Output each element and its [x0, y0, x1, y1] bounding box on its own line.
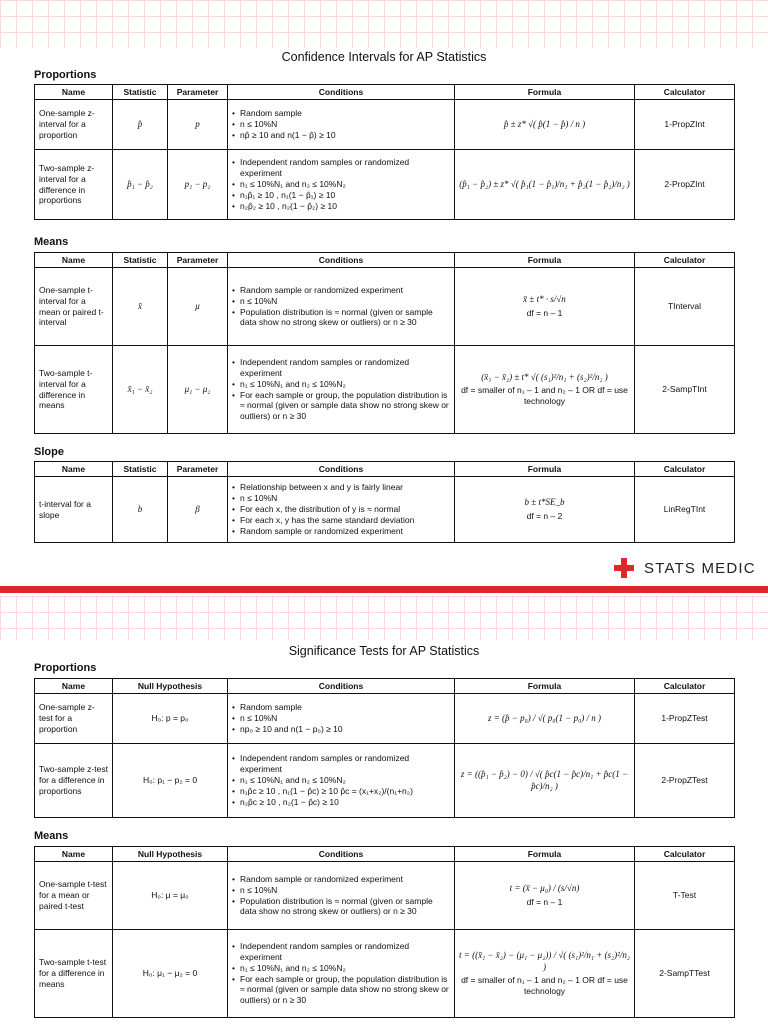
row-formula: [455, 268, 635, 346]
ci-title: Confidence Intervals for AP Statistics: [281, 50, 487, 64]
condition-item: • For each x, the distribution of y is ≈ normal: [232, 504, 450, 515]
table-header-row: [35, 679, 735, 694]
row-calculator: 2-PropZInt: [635, 150, 735, 220]
ci-slope-table: [34, 461, 735, 543]
table-row: [35, 346, 735, 434]
condition-item: • n₁ ≤ 10%N₁ and n₂ ≤ 10%N₂: [232, 379, 450, 390]
header-calculator: Calculator: [635, 847, 735, 862]
row-conditions: [228, 862, 455, 930]
row-formula: [455, 694, 635, 744]
row-formula: [455, 744, 635, 818]
condition-item: • Independent random samples or randomized experiment: [232, 157, 450, 179]
table-row: [35, 150, 735, 220]
ci-proportions-label: Proportions: [34, 69, 97, 81]
header-null-hypothesis: Null Hypothesis: [113, 847, 228, 862]
header-formula: Formula: [455, 253, 635, 268]
row-calculator: TInterval: [635, 268, 735, 346]
condition-item: • n ≤ 10%N: [232, 885, 450, 896]
table-header-row: [35, 253, 735, 268]
header-name: Name: [35, 462, 113, 477]
row-formula: [455, 930, 635, 1018]
formula-text: z = (p̂ − p₀) / √( p₀(1 − p₀) / n ): [487, 712, 602, 723]
row-conditions: [228, 477, 455, 543]
header-formula: Formula: [455, 679, 635, 694]
header-calculator: Calculator: [635, 462, 735, 477]
row-formula: [455, 477, 635, 543]
condition-item: • Random sample or randomized experiment: [232, 285, 450, 296]
formula-text: (p̂₁ − p̂₂) ± z* √( p̂₁(1 − p̂₁)/n₁ + p̂₂(1 − p̂₂)/n₂ ): [459, 178, 630, 189]
condition-item: • Relationship between x and y is fairly linear: [232, 482, 450, 493]
table-row: [35, 744, 735, 818]
table-row: [35, 100, 735, 150]
row-calculator: 2-SampTInt: [635, 346, 735, 434]
condition-item: • For each sample or group, the population distribution is ≈ normal (given or sample data show no strong skew or outliers) or n ≥ 30: [232, 390, 450, 423]
row-formula: [455, 346, 635, 434]
table-header-row: [35, 462, 735, 477]
formula-text: (x̄₁ − x̄₂) ± t* √( (s₁)²/n₁ + (s₂)²/n₂ ): [481, 371, 608, 382]
row-formula: [455, 150, 635, 220]
header-calculator: Calculator: [635, 85, 735, 100]
header-calculator: Calculator: [635, 679, 735, 694]
row-name: One-sample z-interval for a proportion: [35, 100, 113, 150]
condition-item: • n₁p̂₁ ≥ 10 , n₁(1 − p̂₁) ≥ 10: [232, 190, 450, 201]
condition-item: • n ≤ 10%N: [232, 296, 450, 307]
header-formula: Formula: [455, 462, 635, 477]
df-text: df = smaller of n₁ – 1 and n₂ – 1 OR df = use technology: [461, 975, 628, 997]
row-calculator: LinRegTInt: [635, 477, 735, 543]
condition-item: • Independent random samples or randomized experiment: [232, 941, 450, 963]
row-formula: [455, 862, 635, 930]
row-name: One-sample t-interval for a mean or paired t-interval: [35, 268, 113, 346]
ci-means-table: [34, 252, 735, 434]
header-formula: Formula: [455, 85, 635, 100]
table-header-row: [35, 847, 735, 862]
grid-background-top: [0, 0, 768, 48]
st-means-label: Means: [34, 830, 69, 842]
row-name: One-sample t-test for a mean or paired t-test: [35, 862, 113, 930]
row-statistic: x̄₁ − x̄₂: [113, 346, 168, 434]
row-conditions: [228, 100, 455, 150]
row-calculator: T-Test: [635, 862, 735, 930]
condition-item: • n₂p̂c ≥ 10 , n₂(1 − p̂c) ≥ 10: [232, 797, 450, 808]
header-parameter: Parameter: [168, 253, 228, 268]
row-statistic: p̂: [113, 100, 168, 150]
condition-item: • n₁ ≤ 10%N₁ and n₂ ≤ 10%N₂: [232, 179, 450, 190]
condition-item: • Random sample: [232, 108, 450, 119]
header-conditions: Conditions: [228, 462, 455, 477]
row-conditions: [228, 268, 455, 346]
row-calculator: 1-PropZTest: [635, 694, 735, 744]
header-conditions: Conditions: [228, 253, 455, 268]
df-text: df = n – 1: [526, 307, 563, 318]
condition-item: • Random sample or randomized experiment: [232, 874, 450, 885]
st-proportions-table: [34, 678, 735, 818]
condition-item: • Independent random samples or randomized experiment: [232, 357, 450, 379]
header-calculator: Calculator: [635, 253, 735, 268]
row-calculator: 1-PropZInt: [635, 100, 735, 150]
header-name: Name: [35, 847, 113, 862]
table-row: [35, 862, 735, 930]
brand-name: STATS MEDIC: [644, 559, 756, 577]
formula-text: t = ((x̄₁ − x̄₂) − (μ₁ − μ₂)) / √( (s₁)²/n₁ + (s₂)²/n₂ ): [459, 950, 630, 972]
row-null-hypothesis: H₀: μ₁ − μ₂ = 0: [113, 930, 228, 1018]
header-conditions: Conditions: [228, 847, 455, 862]
header-parameter: Parameter: [168, 462, 228, 477]
row-formula: [455, 100, 635, 150]
condition-item: • np̂ ≥ 10 and n(1 − p̂) ≥ 10: [232, 130, 450, 141]
row-name: Two-sample t-interval for a difference in means: [35, 346, 113, 434]
header-name: Name: [35, 253, 113, 268]
st-title: Significance Tests for AP Statistics: [288, 644, 480, 658]
formula-text: t = (x̄ − μ₀) / (s/√n): [509, 883, 580, 894]
st-means-table: [34, 846, 735, 1018]
condition-item: • For each sample or group, the population distribution is ≈ normal (given or sample data show no strong skew or outliers) or n ≥ 30: [232, 974, 450, 1007]
row-conditions: [228, 930, 455, 1018]
condition-item: • np₀ ≥ 10 and n(1 − p₀) ≥ 10: [232, 724, 450, 735]
st-proportions-label: Proportions: [34, 662, 97, 674]
header-conditions: Conditions: [228, 679, 455, 694]
row-null-hypothesis: H₀: p₁ − p₂ = 0: [113, 744, 228, 818]
condition-item: • n ≤ 10%N: [232, 119, 450, 130]
formula-text: p̂ ± z* √( p̂(1 − p̂) / n ): [503, 118, 586, 129]
table-row: [35, 477, 735, 543]
condition-item: • Population distribution is ≈ normal (given or sample data show no strong skew or outliers) or n ≥ 30: [232, 896, 450, 918]
row-calculator: 2-SampTTest: [635, 930, 735, 1018]
header-parameter: Parameter: [168, 85, 228, 100]
row-null-hypothesis: H₀: μ = μ₀: [113, 862, 228, 930]
header-statistic: Statistic: [113, 85, 168, 100]
formula-text: x̄ ± t* · s/√n: [523, 294, 566, 305]
row-parameter: p: [168, 100, 228, 150]
df-text: df = n – 2: [526, 510, 563, 521]
condition-item: • n₂p̂₂ ≥ 10 , n₂(1 − p̂₂) ≥ 10: [232, 201, 450, 212]
row-conditions: [228, 346, 455, 434]
header-formula: Formula: [455, 847, 635, 862]
header-conditions: Conditions: [228, 85, 455, 100]
row-conditions: [228, 150, 455, 220]
condition-item: • Independent random samples or randomized experiment: [232, 753, 450, 775]
row-name: Two-sample t-test for a difference in means: [35, 930, 113, 1018]
formula-text: z = ((p̂₁ − p̂₂) − 0) / √( p̂c(1 − p̂c)/n₁ + p̂c(1 − p̂c)/n₂ ): [460, 768, 629, 791]
condition-item: • For each x, y has the same standard deviation: [232, 515, 450, 526]
header-name: Name: [35, 679, 113, 694]
condition-item: • n₁ ≤ 10%N₁ and n₂ ≤ 10%N₂: [232, 963, 450, 974]
row-name: One-sample z-test for a proportion: [35, 694, 113, 744]
condition-item: • n ≤ 10%N: [232, 493, 450, 504]
row-parameter: μ₁ − μ₂: [168, 346, 228, 434]
formula-text: b ± t*SE_b: [524, 497, 565, 508]
condition-item: • n₁p̂c ≥ 10 , n₁(1 − p̂c) ≥ 10 p̂c = (x₁+x₂)/(n₁+n₂): [232, 786, 450, 797]
row-null-hypothesis: H₀: p = p₀: [113, 694, 228, 744]
grid-background-middle: [0, 596, 768, 640]
row-parameter: β: [168, 477, 228, 543]
header-statistic: Statistic: [113, 253, 168, 268]
row-parameter: p₁ − p₂: [168, 150, 228, 220]
row-calculator: 2-PropZTest: [635, 744, 735, 818]
row-statistic: x̄: [113, 268, 168, 346]
table-row: [35, 930, 735, 1018]
red-cross-icon: [614, 558, 634, 578]
header-null-hypothesis: Null Hypothesis: [113, 679, 228, 694]
row-name: Two-sample z-interval for a difference in proportions: [35, 150, 113, 220]
table-row: [35, 694, 735, 744]
header-statistic: Statistic: [113, 462, 168, 477]
row-parameter: μ: [168, 268, 228, 346]
df-text: df = smaller of n₁ – 1 and n₂ – 1 OR df = use technology: [461, 385, 628, 407]
header-name: Name: [35, 85, 113, 100]
ci-slope-label: Slope: [34, 446, 64, 458]
condition-item: • n₁ ≤ 10%N₁ and n₂ ≤ 10%N₂: [232, 775, 450, 786]
condition-item: • Random sample: [232, 702, 450, 713]
row-statistic: p̂₁ − p̂₂: [113, 150, 168, 220]
row-name: Two-sample z-test for a difference in proportions: [35, 744, 113, 818]
row-statistic: b: [113, 477, 168, 543]
row-conditions: [228, 694, 455, 744]
table-row: [35, 268, 735, 346]
ci-means-label: Means: [34, 236, 69, 248]
ci-proportions-table: [34, 84, 735, 220]
condition-item: • n ≤ 10%N: [232, 713, 450, 724]
condition-item: • Random sample or randomized experiment: [232, 526, 450, 537]
row-name: t-interval for a slope: [35, 477, 113, 543]
table-header-row: [35, 85, 735, 100]
condition-item: • Population distribution is ≈ normal (given or sample data show no strong skew or outliers) or n ≥ 30: [232, 307, 450, 329]
df-text: df = n – 1: [526, 896, 563, 907]
stats-medic-logo: [614, 557, 756, 579]
row-conditions: [228, 744, 455, 818]
divider-bar: [0, 586, 768, 593]
